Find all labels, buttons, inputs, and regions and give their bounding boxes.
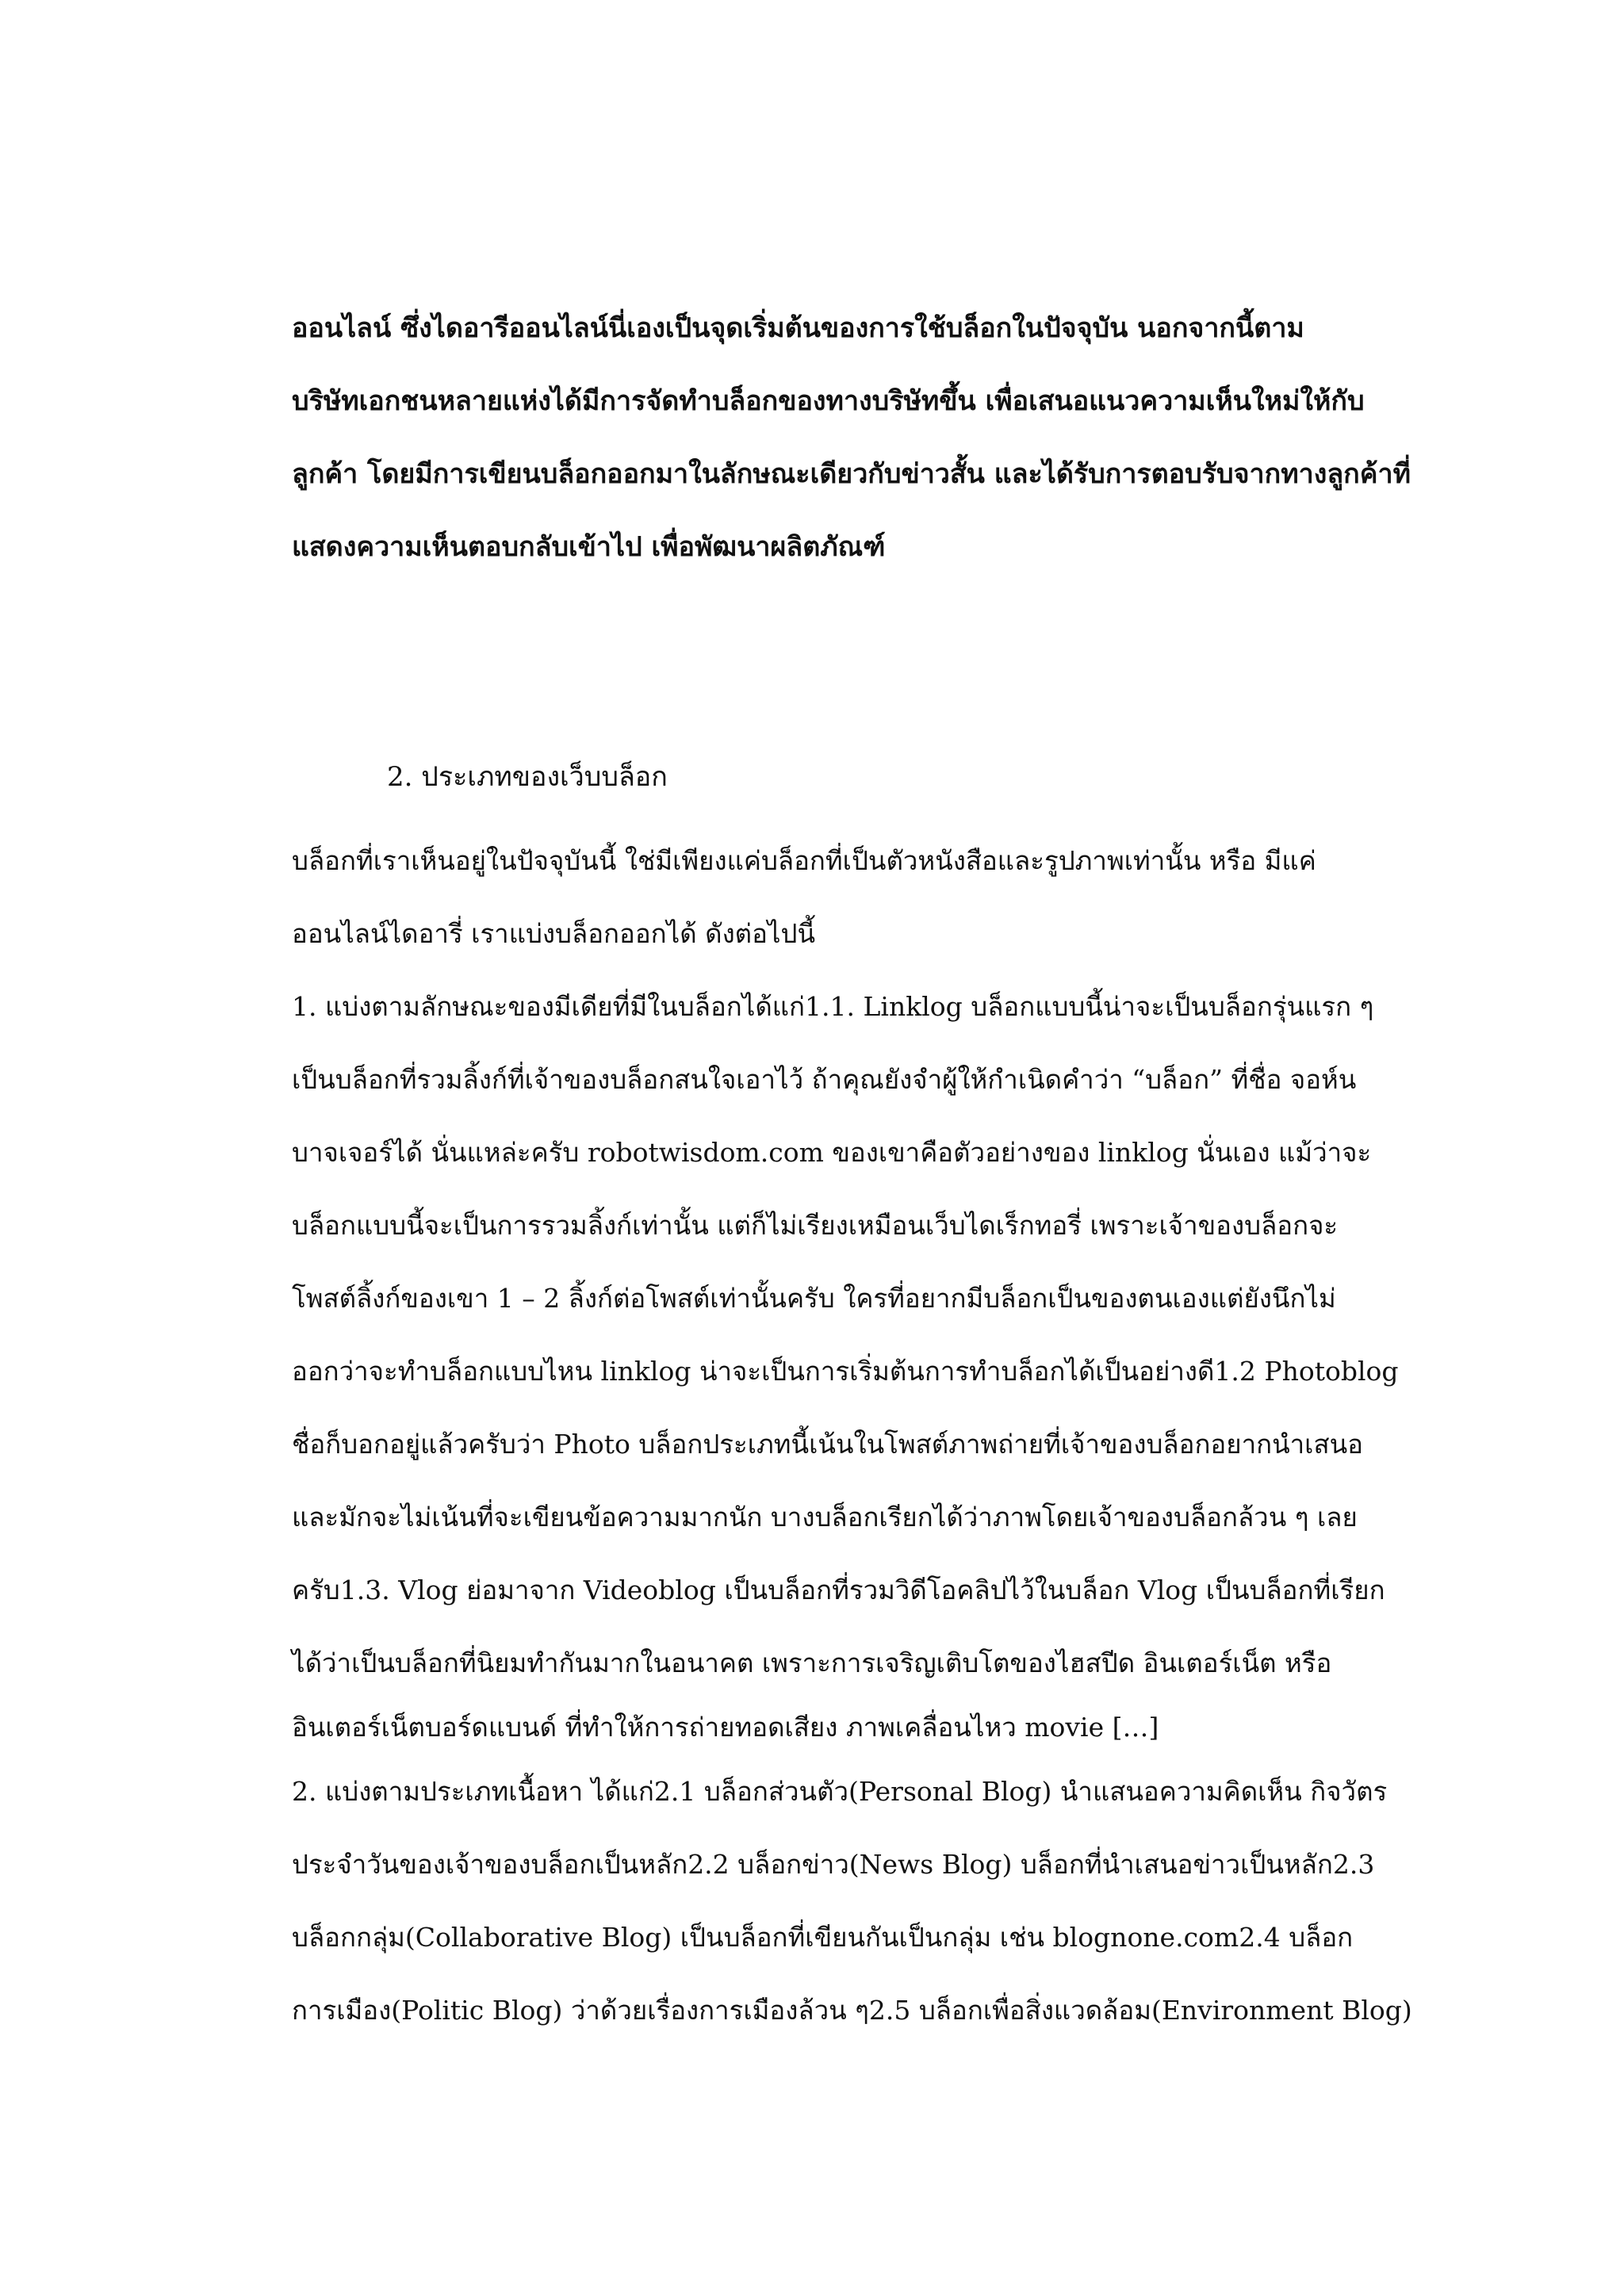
body-line: ครับ1.3. Vlog ย่อมาจาก Videoblog เป็นบล็อกที่รวมวิดีโอคลิปไว้ในบล็อก Vlog เป็นบล็อกที่เรียก — [292, 1575, 1385, 1605]
body-line: 1. แบ่งตามลักษณะของมีเดียที่มีในบล็อกได้แก่1.1. Linklog บล็อกแบบนี้น่าจะเป็นบล็อกรุ่นแรก ๆ — [292, 991, 1374, 1022]
bold-paragraph — [292, 292, 1434, 584]
section-heading: 2. ประเภทของเว็บบล็อก — [387, 761, 668, 793]
body-line: ชื่อก็บอกอยู่แล้วครับว่า Photo บล็อกประเภทนี้เน้นในโพสต์ภาพถ่ายที่เจ้าของบล็อกอยากนำเสนอ — [292, 1429, 1363, 1460]
body-line: ออกว่าจะทำบล็อกแบบไหน linklog น่าจะเป็นการเริ่มต้นการทำบล็อกได้เป็นอย่างดี1.2 Photoblog — [292, 1356, 1399, 1387]
body-line: และมักจะไม่เน้นที่จะเขียนข้อความมากนัก บางบล็อกเรียกได้ว่าภาพโดยเจ้าของบล็อกล้วน ๆ เลย — [292, 1502, 1358, 1533]
body-line: ประจำวันของเจ้าของบล็อกเป็นหลัก2.2 บล็อกข่าว(News Blog) บล็อกที่นำเสนอข่าวเป็นหลัก2.3 — [292, 1849, 1375, 1880]
bold-paragraph-line: ออนไลน์ ซึ่งไดอารีออนไลน์นี่เองเป็นจุดเริ่มต้นของการใช้บล็อกในปัจจุบัน นอกจากนี้ตาม — [292, 312, 1304, 344]
body-line: โพสต์ลิ้งก์ของเขา 1 – 2 ลิ้งก์ต่อโพสต์เท่านั้นครับ ใครที่อยากมีบล็อกเป็นของตนเองแต่ยังนึกไม่ — [292, 1283, 1336, 1314]
body-line: ได้ว่าเป็นบล็อกที่นิยมทำกันมากในอนาคต เพราะการเจริญเติบโตของไฮสปีด อินเตอร์เน็ต หรือ — [292, 1647, 1332, 1678]
body-line: ออนไลน์ไดอารี่ เราแบ่งบล็อกออกได้ ดังต่อไปนี้ — [292, 918, 816, 949]
body-line: บล็อกแบบนี้จะเป็นการรวมลิ้งก์เท่านั้น แต่ก็ไม่เรียงเหมือนเว็บไดเร็กทอรี่ เพราะเจ้าของบล็อกจะ — [292, 1210, 1339, 1241]
bold-paragraph-line: แสดงความเห็นตอบกลับเข้าไป เพื่อพัฒนาผลิตภัณฑ์ — [292, 531, 886, 563]
bold-paragraph-line: บริษัทเอกชนหลายแห่งได้มีการจัดทำบล็อกของทางบริษัทขึ้น เพื่อเสนอแนวความเห็นใหม่ให้กับ — [292, 385, 1365, 417]
body-line: บล็อกที่เราเห็นอยู่ในปัจจุบันนี้ ใช่มีเพียงแค่บล็อกที่เป็นตัวหนังสือและรูปภาพเท่านั้น หรือ มีแค่ — [292, 845, 1316, 876]
body-line: 2. แบ่งตามประเภทเนื้อหา ได้แก่2.1 บล็อกส่วนตัว(Personal Blog) นำแสนอความคิดเห็น กิจวัตร — [292, 1776, 1388, 1807]
body-line: บาจเจอร์ได้ นั่นแหล่ะครับ robotwisdom.com ของเขาคือตัวอย่างของ linklog นั่นเอง แม้ว่าจะ — [292, 1137, 1372, 1168]
body-line: อินเตอร์เน็ตบอร์ดแบนด์ ที่ทำให้การถ่ายทอดเสียง ภาพเคลื่อนไหว movie […] — [292, 1712, 1159, 1743]
body-line: เป็นบล็อกที่รวมลิ้งก์ที่เจ้าของบล็อกสนใจเอาไว้ ถ้าคุณยังจำผู้ให้กำเนิดคำว่า “บล็อก” ที่ชื่อ จอห์น — [292, 1064, 1357, 1095]
bold-paragraph-line: ลูกค้า โดยมีการเขียนบล็อกออกมาในลักษณะเดียวกับข่าวสั้น และได้รับการตอบรับจากทางลูกค้าที่ — [292, 458, 1411, 490]
body-line: บล็อกกลุ่ม(Collaborative Blog) เป็นบล็อกที่เขียนกันเป็นกลุ่ม เช่น blognone.com2.4 บล็อก — [292, 1922, 1354, 1953]
body-line: การเมือง(Politic Blog) ว่าด้วยเรื่องการเมืองล้วน ๆ2.5 บล็อกเพื่อสิ่งแวดล้อม(Environment Blog) — [292, 1995, 1412, 2026]
body-text — [292, 825, 1434, 2047]
